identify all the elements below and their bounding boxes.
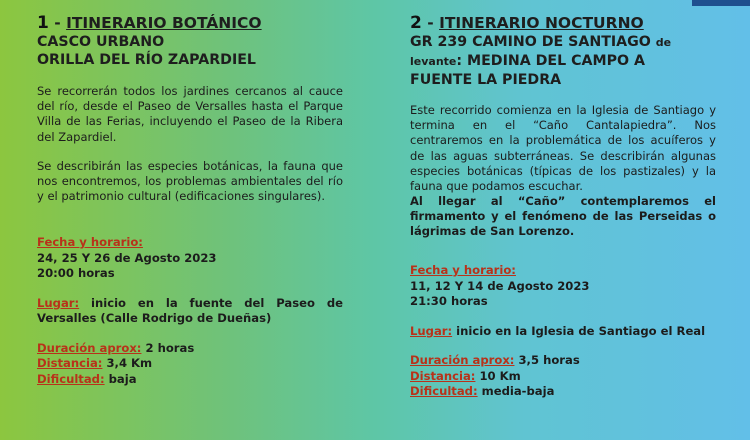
- itinerary-title-text: ITINERARIO NOCTURNO: [439, 14, 644, 32]
- itinerary-subtitle-1: [410, 33, 716, 52]
- difficulty-label: Dificultad:: [410, 384, 478, 399]
- itinerary-number: 2: [410, 13, 422, 33]
- distance-value: 3,4 Km: [102, 356, 153, 371]
- route-segment: : MEDINA DEL CAMPO A: [456, 53, 645, 69]
- location-block: [410, 324, 716, 340]
- location-value: inicio en la fuente del Paseo de Versalles (Calle Rodrigo de Dueñas): [37, 295, 343, 326]
- itinerary-botanic: [37, 0, 343, 387]
- itinerary-nocturnal: [410, 0, 716, 400]
- difficulty-value: media-baja: [477, 384, 555, 399]
- description-paragraph: Este recorrido comienza en la Iglesia de Santiago y termina en el “Caño Cantalapiedra”. Nos centraremos en la problemática de los acuíferos y de las aguas subterráneas. Se describirán algunas especies botánicas (típicas de los pastizales) y la fauna que podamos escuchar.: [410, 103, 716, 194]
- description-paragraph: Se recorrerán todos los jardines cercanos al cauce del río, desde el Paseo de Versalles hasta el Parque Villa de las Ferias, incluyendo el Paseo de la Ribera del Zapardiel.: [37, 84, 343, 144]
- schedule-time: 20:00 horas: [37, 266, 115, 281]
- duration-label: Duración aprox:: [37, 340, 142, 355]
- details-block: [410, 353, 716, 400]
- itinerary-subtitle-3: FUENTE LA PIEDRA: [410, 72, 562, 88]
- title-dash: -: [421, 14, 440, 32]
- difficulty-value: baja: [104, 371, 137, 386]
- duration-label: Duración aprox:: [410, 353, 515, 368]
- details-block: [37, 341, 343, 388]
- itinerary-subtitle-2: ORILLA DEL RÍO ZAPARDIEL: [37, 52, 256, 68]
- distance-value: 10 Km: [475, 368, 521, 383]
- itinerary-subtitle-2: [410, 52, 716, 71]
- itinerary-title-text: ITINERARIO BOTÁNICO: [66, 14, 262, 32]
- difficulty-label: Dificultad:: [37, 371, 105, 386]
- location-value: inicio en la Iglesia de Santiago el Real: [452, 323, 706, 338]
- schedule-block: [410, 263, 716, 310]
- itinerary-title: [410, 14, 716, 33]
- itinerary-subtitle-1: CASCO URBANO: [37, 34, 165, 50]
- distance-label: Distancia:: [37, 356, 103, 371]
- title-dash: -: [48, 14, 67, 32]
- description-paragraph-2: Se describirán las especies botánicas, la fauna que nos encontremos, los problemas ambientales del río y el patrimonio cultural (edificaciones singulares).: [37, 158, 343, 204]
- route-levante: levante: [410, 55, 457, 68]
- schedule-label: Fecha y horario:: [37, 235, 143, 250]
- schedule-dates: 24, 25 Y 26 de Agosto 2023: [37, 250, 217, 265]
- duration-value: 2 horas: [141, 340, 195, 355]
- schedule-dates: 11, 12 Y 14 de Agosto 2023: [410, 278, 590, 293]
- distance-label: Distancia:: [410, 368, 476, 383]
- itinerary-number: 1: [37, 13, 49, 33]
- location-block: [37, 296, 343, 327]
- itinerary-title: [37, 14, 343, 33]
- schedule-label: Fecha y horario:: [410, 263, 516, 278]
- schedule-time: 21:30 horas: [410, 294, 488, 309]
- location-label: Lugar:: [410, 323, 453, 338]
- schedule-block: [37, 235, 343, 282]
- route-name: GR 239 CAMINO DE SANTIAGO: [410, 34, 656, 50]
- duration-value: 3,5 horas: [514, 353, 580, 368]
- location-label: Lugar:: [37, 295, 80, 310]
- route-name-small: de: [655, 36, 672, 49]
- description-paragraph-2: Al llegar al “Caño” contemplaremos el firmamento y el fenómeno de las Perseidas o lágrimas de San Lorenzo.: [410, 194, 716, 239]
